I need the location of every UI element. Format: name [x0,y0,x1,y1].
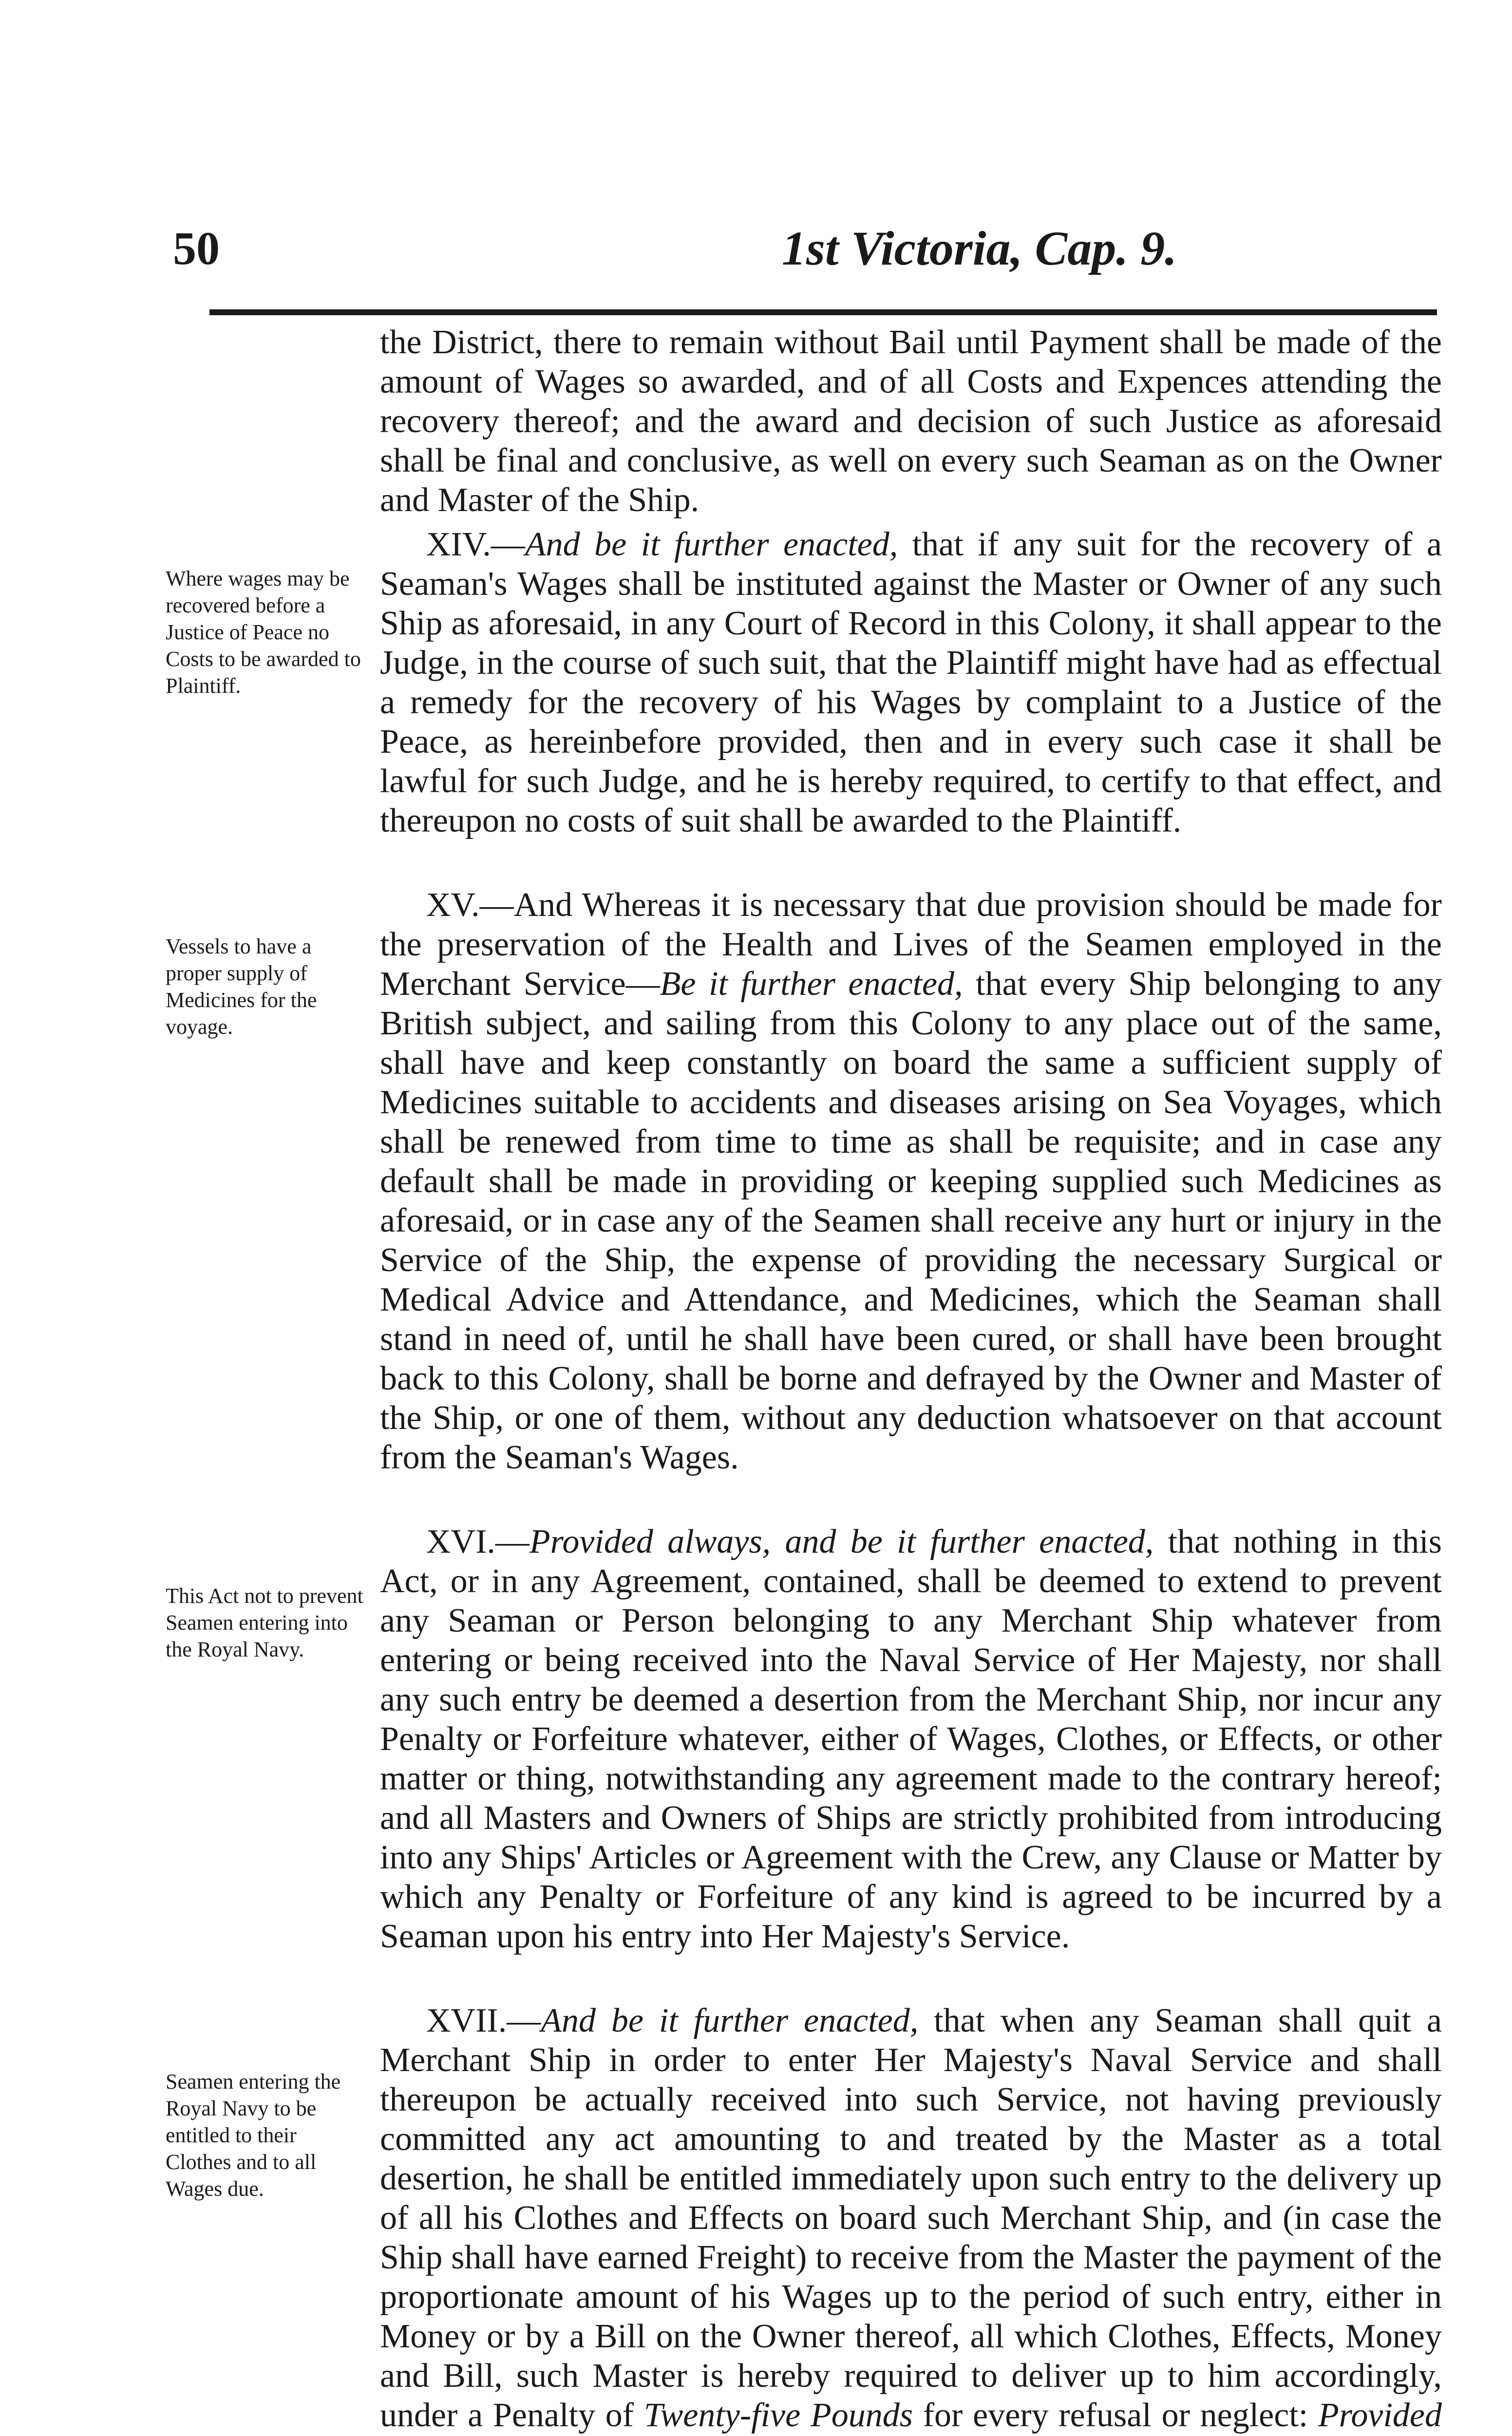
section-xiv [380,525,1442,840]
section-enacting-clause: Provided always, and be it further enacted, [529,1523,1154,1561]
marginal-note-wages-before-justice: Where wages may be recovered before a Justice of Peace no Costs to be awarded to Plaintiff. [166,567,361,698]
section-number: XIV. [426,526,491,563]
body-text [380,323,1442,2436]
section-number: XVII. [426,2002,507,2039]
section-text: that every Ship belonging to any British subject, and sailing from this Colony to any place out of the same, shall have and keep constantly on board the same a sufficient supply of Medicines suitable to accidents and diseases arising on Sea Voyages, which shall be renewed from time to time as shall be requisite; and in case any default shall be made in providing or keeping supplied such Medicines as aforesaid, or in case any of the Seamen shall receive any hurt or injury in the Service of the Ship, the expense of providing the necessary Surgical or Medical Advice and Attendance, and Medicines, which the Seaman shall stand in need of, until he shall have been cured, or shall have been brought back to this Colony, shall be borne and defrayed by the Owner and Master of the Ship, or one of them, without any deduction whatsoever on that account from the Seaman's Wages. [380,965,1442,1476]
section-enacting-clause: And be it further enacted, [541,2002,919,2039]
page-header [173,222,1422,275]
section-lead: — [491,526,525,563]
section-enacting-clause: And be it further enacted, [525,526,898,563]
section-lead: —And Whereas it is necessary that due provision should be made for the preservation of the Health and Lives of the Seamen employed in the Merchant Service— [380,886,1442,1003]
section-enacting-clause: Be it further enacted, [660,965,963,1003]
section-lead: — [507,2002,541,2039]
section-xvi [380,1522,1442,1956]
section-text: that if any suit for the recovery of a Seaman's Wages shall be instituted against the Master or Owner of any such Ship as aforesaid, in any Court of Record in this Colony, it shall appear to the Judge, in the course of such suit, that the Plaintiff might have had as effectual a remedy for the recovery of his Wages by complaint to a Justice of the Peace, as hereinbefore provided, then and in every such case it shall be lawful for such Judge, and he is hereby required, to certify to that effect, and thereupon no costs of suit shall be awarded to the Plaintiff. [380,526,1442,839]
section-number: XVI. [426,1523,495,1561]
header-rule [209,309,1437,315]
section-text: that when any Seaman shall quit a Merchant Ship in order to enter Her Majesty's Naval Service and shall thereupon be actually received into such Service, not having previously committed any act amounting to and treated by the Master as a total desertion, he shall be entitled immediately upon such entry to the delivery up of all his Clothes and Effects on board such Merchant Ship, and (in case the Ship shall have earned Freight) to receive from the Master the payment of the proportionate amount of his Wages up to the period of such entry, either in Money or by a Bill on the Owner thereof, all which Clothes, Effects, Money and Bill, such Master is hereby required to deliver up to him accordingly, under a Penalty of [380,2002,1442,2434]
marginal-note-royal-navy: This Act not to prevent Seamen entering into the Royal Navy. [166,1584,363,1661]
penalty-amount: Twenty-five Pounds [643,2397,913,2434]
section-lead: — [495,1523,529,1561]
marginal-note-medicines: Vessels to have a proper supply of Medicines for the voyage. [166,934,317,1039]
section-xv [380,885,1442,1477]
section-xvii [380,2001,1442,2436]
section-text: that nothing in this Act, or in any Agreement, contained, shall be deemed to extend to prevent any Seaman or Person belonging to any Merchant Ship whatever from entering or being received into the Naval Service of Her Majesty, nor shall any such entry be deemed a desertion from the Merchant Ship, nor incur any Penalty or Forfeiture whatever, either of Wages, Clothes, or Effects, or other matter or thing, notwithstanding any agreement made to the contrary hereof; and all Masters and Owners of Ships are strictly prohibited from introducing into any Ships' Articles or Agreement with the Crew, any Clause or Matter by which any Penalty or Forfeiture of any kind is agreed to be incurred by a Seaman upon his entry into Her Majesty's Service. [380,1523,1442,1955]
section-text-continued: for every refusal or neglect: [912,2397,1318,2434]
section-number: XV. [426,886,480,924]
continued-paragraph: the District, there to remain without Bail until Payment shall be made of the amount of Wages so awarded, and of all Costs and Expences attending the recovery thereof; and the award and decision of such Justice as aforesaid shall be final and conclusive, as well on every such Seaman as on the Owner and Master of the Ship. [380,324,1442,519]
page-number: 50 [173,222,220,274]
marginal-note-seamen-clothes-wages: Seamen entering the Royal Navy to be entitled to their Clothes and to all Wages due. [166,2070,341,2201]
proviso-clause: Provided [1318,2397,1442,2434]
running-head: 1st Victoria, Cap. 9. [782,221,1177,275]
